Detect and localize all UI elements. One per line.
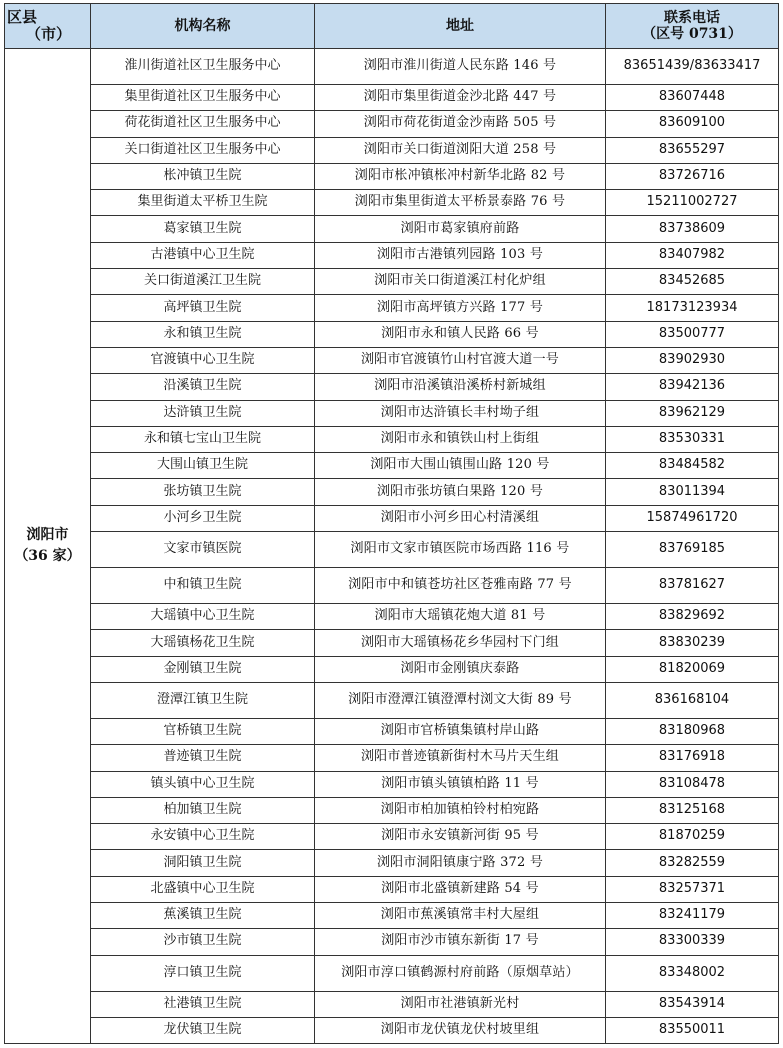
institution-name: 柏加镇卫生院	[91, 797, 315, 823]
table-row	[5, 216, 779, 242]
table-body	[5, 49, 779, 1044]
table-row	[5, 718, 779, 744]
institution-address: 浏阳市集里街道太平桥景泰路 76 号	[315, 190, 606, 216]
institution-phone: 83609100	[606, 111, 779, 137]
institution-phone: 81820069	[606, 656, 779, 682]
table-row	[5, 656, 779, 682]
institution-address: 浏阳市张坊镇白果路 120 号	[315, 479, 606, 505]
institution-name: 北盛镇中心卫生院	[91, 876, 315, 902]
institution-address: 浏阳市永和镇铁山村上街组	[315, 426, 606, 452]
institution-address: 浏阳市高坪镇方兴路 177 号	[315, 295, 606, 321]
table-row	[5, 190, 779, 216]
institution-phone: 83829692	[606, 604, 779, 630]
institution-phone: 83180968	[606, 718, 779, 744]
header-address: 地址	[315, 4, 606, 49]
institution-phone: 83125168	[606, 797, 779, 823]
institution-name: 葛家镇卫生院	[91, 216, 315, 242]
institution-address: 浏阳市永安镇新河街 95 号	[315, 824, 606, 850]
institution-phone: 83011394	[606, 479, 779, 505]
institution-name: 张坊镇卫生院	[91, 479, 315, 505]
institution-address: 浏阳市大围山镇围山路 120 号	[315, 453, 606, 479]
institution-address: 浏阳市普迹镇新街村木马片天生组	[315, 745, 606, 771]
institution-phone: 83651439/83633417	[606, 49, 779, 85]
institution-name: 荷花街道社区卫生服务中心	[91, 111, 315, 137]
institution-phone: 83484582	[606, 453, 779, 479]
institution-name: 永和镇卫生院	[91, 321, 315, 347]
institution-name: 沙市镇卫生院	[91, 929, 315, 955]
table-row	[5, 991, 779, 1017]
institution-phone: 15874961720	[606, 505, 779, 531]
table-row	[5, 137, 779, 163]
institution-phone: 83607448	[606, 85, 779, 111]
institution-name: 淳口镇卫生院	[91, 955, 315, 991]
institution-address: 浏阳市金刚镇庆泰路	[315, 656, 606, 682]
institution-address: 浏阳市官渡镇竹山村官渡大道一号	[315, 347, 606, 373]
institution-phone: 83726716	[606, 163, 779, 189]
institution-phone: 83543914	[606, 991, 779, 1017]
institution-name: 达浒镇卫生院	[91, 400, 315, 426]
institution-phone: 83500777	[606, 321, 779, 347]
institution-address: 浏阳市文家市镇医院市场西路 116 号	[315, 532, 606, 568]
institution-name: 大瑶镇中心卫生院	[91, 604, 315, 630]
institution-name: 大瑶镇杨花卫生院	[91, 630, 315, 656]
institution-name: 金刚镇卫生院	[91, 656, 315, 682]
institution-phone: 83176918	[606, 745, 779, 771]
institution-address: 浏阳市社港镇新光村	[315, 991, 606, 1017]
institution-phone: 83282559	[606, 850, 779, 876]
institution-phone: 83108478	[606, 771, 779, 797]
institution-name: 普迹镇卫生院	[91, 745, 315, 771]
table-row	[5, 426, 779, 452]
institution-address: 浏阳市沙市镇东新街 17 号	[315, 929, 606, 955]
institution-phone: 83550011	[606, 1017, 779, 1043]
institution-name: 枨冲镇卫生院	[91, 163, 315, 189]
institution-address: 浏阳市大瑶镇杨花乡华园村下门组	[315, 630, 606, 656]
institution-phone: 83407982	[606, 242, 779, 268]
institution-phone: 83257371	[606, 876, 779, 902]
institution-address: 浏阳市达浒镇长丰村坳子组	[315, 400, 606, 426]
table-row	[5, 903, 779, 929]
region-name: 浏阳市	[26, 527, 69, 544]
institution-phone: 83769185	[606, 532, 779, 568]
header-name: 机构名称	[91, 4, 315, 49]
institution-name: 镇头镇中心卫生院	[91, 771, 315, 797]
institution-address: 浏阳市关口街道溪江村化炉组	[315, 269, 606, 295]
region-count: （36 家）	[14, 548, 81, 565]
institution-address: 浏阳市沿溪镇沿溪桥村新城组	[315, 374, 606, 400]
institution-name: 官桥镇卫生院	[91, 718, 315, 744]
institution-name: 集里街道社区卫生服务中心	[91, 85, 315, 111]
institution-name: 小河乡卫生院	[91, 505, 315, 531]
table-row	[5, 850, 779, 876]
institution-phone: 836168104	[606, 682, 779, 718]
institution-address: 浏阳市洞阳镇康宁路 372 号	[315, 850, 606, 876]
institution-name: 龙伏镇卫生院	[91, 1017, 315, 1043]
institution-name: 淮川街道社区卫生服务中心	[91, 49, 315, 85]
institution-phone: 83300339	[606, 929, 779, 955]
table-row	[5, 771, 779, 797]
institution-address: 浏阳市中和镇苍坊社区苍雅南路 77 号	[315, 568, 606, 604]
institution-address: 浏阳市淮川街道人民东路 146 号	[315, 49, 606, 85]
institution-address: 浏阳市龙伏镇龙伏村坡里组	[315, 1017, 606, 1043]
institution-address: 浏阳市柏加镇柏铃村柏宛路	[315, 797, 606, 823]
institution-phone: 83738609	[606, 216, 779, 242]
institution-address: 浏阳市集里街道金沙北路 447 号	[315, 85, 606, 111]
table-row	[5, 955, 779, 991]
institution-name: 蕉溪镇卫生院	[91, 903, 315, 929]
table-row	[5, 532, 779, 568]
institution-phone: 83655297	[606, 137, 779, 163]
institution-phone: 83942136	[606, 374, 779, 400]
institution-address: 浏阳市官桥镇集镇村岸山路	[315, 718, 606, 744]
header-phone: 联系电话 （区号 0731）	[606, 4, 779, 49]
institution-address: 浏阳市古港镇列园路 103 号	[315, 242, 606, 268]
table-row	[5, 269, 779, 295]
table-row	[5, 505, 779, 531]
institution-phone: 15211002727	[606, 190, 779, 216]
institution-address: 浏阳市北盛镇新建路 54 号	[315, 876, 606, 902]
institution-name: 永和镇七宝山卫生院	[91, 426, 315, 452]
institution-name: 古港镇中心卫生院	[91, 242, 315, 268]
institution-name: 社港镇卫生院	[91, 991, 315, 1017]
region-cell	[5, 49, 91, 1044]
institution-address: 浏阳市枨冲镇枨冲村新华北路 82 号	[315, 163, 606, 189]
table-row	[5, 630, 779, 656]
institution-name: 沿溪镇卫生院	[91, 374, 315, 400]
table-row	[5, 453, 779, 479]
institution-name: 大围山镇卫生院	[91, 453, 315, 479]
table-header-row	[5, 4, 779, 49]
table-row	[5, 797, 779, 823]
table-row	[5, 400, 779, 426]
table-row	[5, 374, 779, 400]
institution-address: 浏阳市蕉溪镇常丰村大屋组	[315, 903, 606, 929]
institution-phone: 83830239	[606, 630, 779, 656]
institution-name: 洞阳镇卫生院	[91, 850, 315, 876]
table-row	[5, 321, 779, 347]
header-region: 区县 （市）	[5, 4, 91, 49]
table-row	[5, 347, 779, 373]
table-row	[5, 111, 779, 137]
institution-phone: 83530331	[606, 426, 779, 452]
institution-address: 浏阳市永和镇人民路 66 号	[315, 321, 606, 347]
table-row	[5, 604, 779, 630]
institution-phone: 83781627	[606, 568, 779, 604]
institution-address: 浏阳市荷花街道金沙南路 505 号	[315, 111, 606, 137]
table-row	[5, 163, 779, 189]
institution-address: 浏阳市澄潭江镇澄潭村浏文大街 89 号	[315, 682, 606, 718]
institution-phone: 83962129	[606, 400, 779, 426]
table-row	[5, 682, 779, 718]
table-row	[5, 85, 779, 111]
table-row	[5, 568, 779, 604]
institution-address: 浏阳市镇头镇镇柏路 11 号	[315, 771, 606, 797]
institution-phone: 83348002	[606, 955, 779, 991]
institution-phone: 83241179	[606, 903, 779, 929]
table-row	[5, 479, 779, 505]
institution-address: 浏阳市小河乡田心村清溪组	[315, 505, 606, 531]
institution-name: 文家市镇医院	[91, 532, 315, 568]
institution-name: 永安镇中心卫生院	[91, 824, 315, 850]
institution-phone: 83452685	[606, 269, 779, 295]
institution-address: 浏阳市关口街道浏阳大道 258 号	[315, 137, 606, 163]
table-row	[5, 929, 779, 955]
institution-name: 中和镇卫生院	[91, 568, 315, 604]
institution-name: 关口街道溪江卫生院	[91, 269, 315, 295]
institution-table	[4, 3, 779, 1044]
table-row	[5, 295, 779, 321]
institution-name: 关口街道社区卫生服务中心	[91, 137, 315, 163]
institution-address: 浏阳市淳口镇鹤源村府前路（原烟草站）	[315, 955, 606, 991]
institution-phone: 18173123934	[606, 295, 779, 321]
institution-name: 高坪镇卫生院	[91, 295, 315, 321]
table-row	[5, 824, 779, 850]
institution-phone: 81870259	[606, 824, 779, 850]
institution-address: 浏阳市大瑶镇花炮大道 81 号	[315, 604, 606, 630]
institution-phone: 83902930	[606, 347, 779, 373]
institution-name: 澄潭江镇卫生院	[91, 682, 315, 718]
institution-name: 官渡镇中心卫生院	[91, 347, 315, 373]
institution-name: 集里街道太平桥卫生院	[91, 190, 315, 216]
table-row	[5, 242, 779, 268]
institution-address: 浏阳市葛家镇府前路	[315, 216, 606, 242]
table-row	[5, 49, 779, 85]
table-row	[5, 745, 779, 771]
table-row	[5, 1017, 779, 1043]
table-row	[5, 876, 779, 902]
